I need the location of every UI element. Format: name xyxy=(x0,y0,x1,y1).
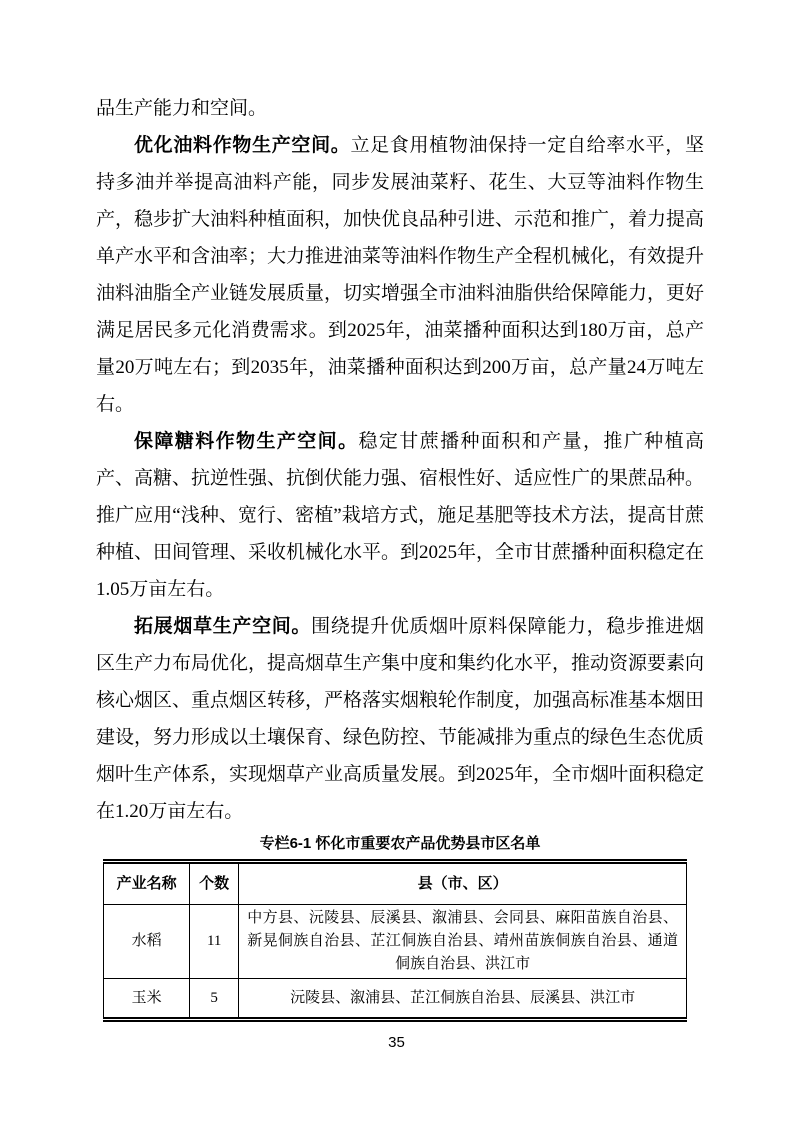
table-row-corn xyxy=(104,979,687,1020)
table-caption: 专栏6-1 怀化市重要农产品优势县市区名单 xyxy=(259,835,541,852)
industry-cell: 玉米 xyxy=(104,979,190,1020)
paragraph-tobacco-body: 围绕提升优质烟叶原料保障能力，稳步推进烟区生产力布局优化，提高烟草生产集中度和集约化水平，推动资源要素向核心烟区、重点烟区转移，严格落实烟粮轮作制度，加强高标准基本烟田建设，努力形成以土壤保育、绿色防控、节能减排为重点的绿色生态优质烟叶生产体系，实现烟草产业高质量发展。到2025年，全市烟叶面积稳定在1.20万亩左右。 xyxy=(96,616,705,822)
paragraph-tobacco-lead: 拓展烟草生产空间。 xyxy=(134,616,312,637)
industry-cell: 水稻 xyxy=(104,905,190,979)
col-header-industry: 产业名称 xyxy=(104,862,190,905)
col-header-count: 个数 xyxy=(190,862,239,905)
paragraph-continuation: 品生产能力和空间。 xyxy=(96,98,268,119)
count-cell: 11 xyxy=(190,905,239,979)
paragraph-sugar-lead: 保障糖料作物生产空间。 xyxy=(134,431,359,452)
paragraph-oilseed-lead: 优化油料作物生产空间。 xyxy=(134,135,351,156)
counties-cell: 沅陵县、溆浦县、芷江侗族自治县、辰溪县、洪江市 xyxy=(239,979,687,1020)
counties-cell: 中方县、沅陵县、辰溪县、溆浦县、会同县、麻阳苗族自治县、新晃侗族自治县、芷江侗族自治县、靖州苗族侗族自治县、通道侗族自治县、洪江市 xyxy=(239,905,687,979)
document-body xyxy=(96,90,704,1022)
count-cell: 5 xyxy=(190,979,239,1020)
paragraph-oilseed-body: 立足食用植物油保持一定自给率水平，坚持多油并举提高油料产能，同步发展油菜籽、花生、大豆等油料作物生产，稳步扩大油料种植面积，加快优良品种引进、示范和推广，着力提高单产水平和含油率；大力推进油菜等油料作物生产全程机械化，有效提升油料油脂全产业链发展质量，切实增强全市油料油脂供给保障能力，更好满足居民多元化消费需求。到2025年，油菜播种面积达到180万亩，总产量20万吨左右；到2035年，油菜播种面积达到200万亩，总产量24万吨左右。 xyxy=(96,135,705,415)
table-header-row xyxy=(104,862,687,905)
page-number: 35 xyxy=(388,1034,405,1051)
table-row-rice xyxy=(104,905,687,979)
paragraph-sugar-body: 稳定甘蔗播种面积和产量，推广种植高产、高糖、抗逆性强、抗倒伏能力强、宿根性好、适应性广的果蔗品种。推广应用“浅种、宽行、密植”栽培方式，施足基肥等技术方法，提高甘蔗种植、田间管理、采收机械化水平。到2025年，全市甘蔗播种面积稳定在1.05万亩左右。 xyxy=(96,431,705,600)
paragraph-tobacco xyxy=(96,608,704,830)
advantage-counties-table xyxy=(103,859,687,1022)
paragraph-sugar xyxy=(96,423,704,608)
paragraph-oilseed xyxy=(96,127,704,423)
col-header-counties: 县（市、区） xyxy=(239,862,687,905)
